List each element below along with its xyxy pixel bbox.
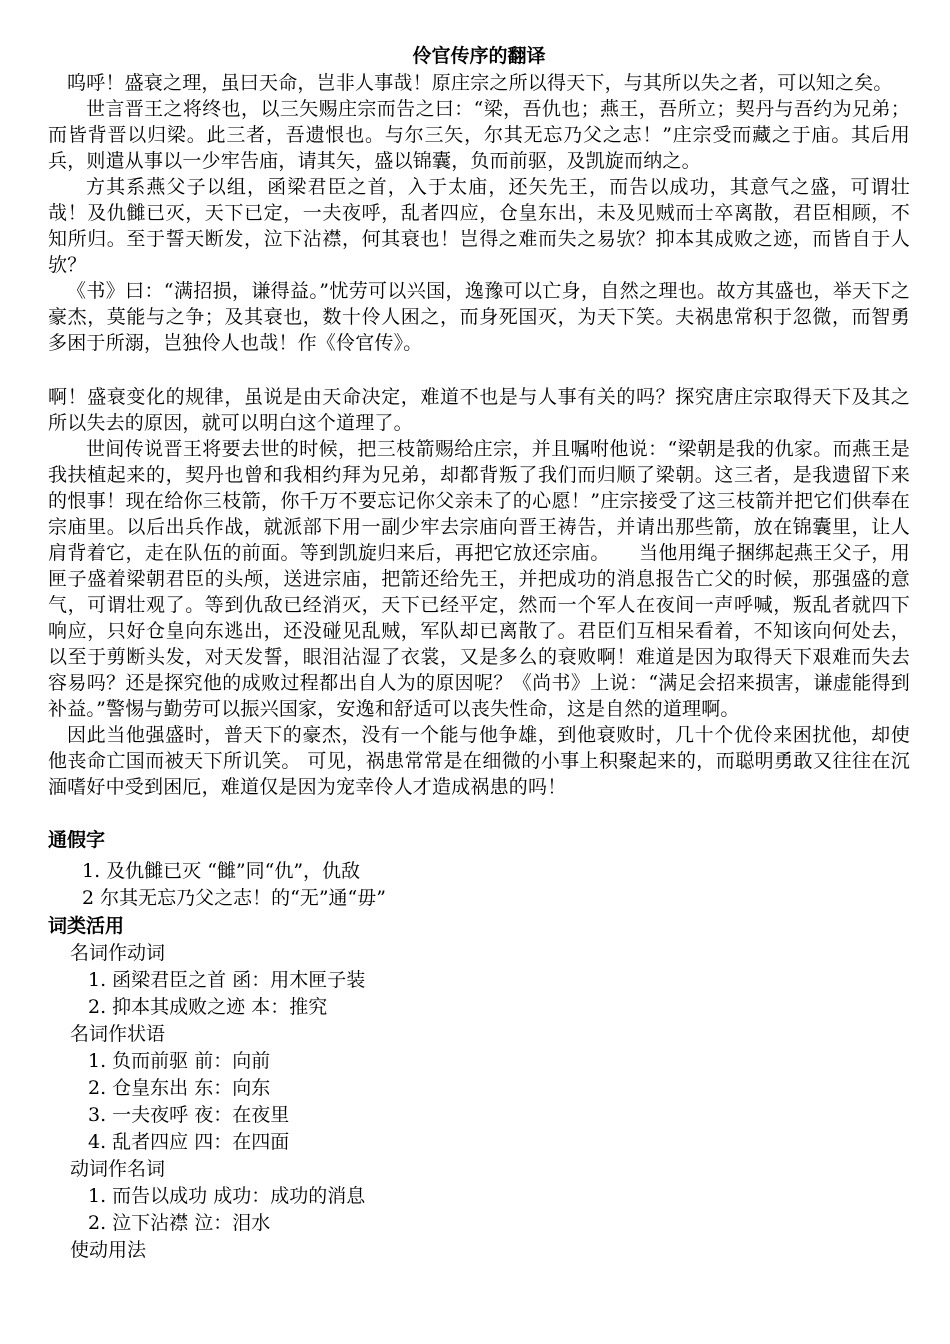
original-paragraph-1: 呜呼！盛衰之理，虽曰天命，岂非人事哉！原庄宗之所以得天下，与其所以失之者，可以知之矣。 [67,72,893,94]
original-paragraph-3: 方其系燕父子以组，函梁君臣之首，入于太庙，还矢先王，而告以成功，其意气之盛，可谓壮哉！及仇雠已灭，天下已定，一夫夜呼，乱者四应，仓皇东出，未及见贼而士卒离散，君臣相顾，不知所归。至于誓天断发，泣下沾襟，何其衰也！岂得之难而失之易欤？抑本其成败之迹，而皆自于人欤？ [48,176,910,276]
cilei-item: 2. 抑本其成败之迹 本：推究 [88,996,328,1018]
translation-paragraph-1: 啊！盛衰变化的规律，虽说是由天命决定，难道不也是与人事有关的吗？探究唐庄宗取得天下及其之所以失去的原因，就可以明白这个道理了。 [48,386,910,434]
cilei-item: 2. 仓皇东出 东：向东 [88,1077,271,1099]
page-title: 伶官传序的翻译 [412,45,546,67]
cilei-item: 1. 函梁君臣之首 函：用木匣子装 [88,969,366,991]
translation-paragraph-3: 因此当他强盛时，普天下的豪杰，没有一个能与他争雄，到他衰败时，几十个优伶来困扰他，却使他丧命亡国而被天下所讥笑。 可见，祸患常常是在细微的小事上积聚起来的，而聪明勇敢又往往在沉湎嗜好中受到困厄，难道仅是因为宠幸伶人才造成祸患的吗！ [48,724,910,798]
translation-paragraph-2: 世间传说晋王将要去世的时候，把三枝箭赐给庄宗，并且嘱咐他说：“梁朝是我的仇家。而燕王是我扶植起来的，契丹也曾和我相约拜为兄弟，却都背叛了我们而归顺了梁朝。这三者，是我遗留下来的恨事！现在给你三枝箭，你千万不要忘记你父亲未了的心愿！”庄宗接受了这三枝箭并把它们供奉在宗庙里。以后出兵作战，就派部下用一副少牢去宗庙向晋王祷告，并请出那些箭，放在锦囊里，让人肩背着它，走在队伍的前面。等到凯旋归来后，再把它放还宗庙。 当他用绳子捆绑起燕王父子，用匣子盛着梁朝君臣的头颅，送进宗庙，把箭还给先王，并把成功的消息报告亡父的时候，那强盛的意气，可谓壮观了。等到仇敌已经消灭，天下已经平定，然而一个军人在夜间一声呼喊，叛乱者就四下响应，只好仓皇向东逃出，还没碰见乱贼，军队却已离散了。君臣们互相呆看着，不知该向何处去，以至于剪断头发，对天发誓，眼泪沾湿了衣裳，又是多么的衰败啊！难道是因为取得天下艰难而失去容易吗？还是探究他的成败过程都出自人为的原因呢？《尚书》上说：“满足会招来损害，谦虚能得到补益。”警惕与勤劳可以振兴国家，安逸和舒适可以丧失性命，这是自然的道理啊。 [48,438,910,720]
section-gap [48,356,910,384]
original-paragraph-2: 世言晋王之将终也，以三矢赐庄宗而告之曰：“梁，吾仇也；燕王，吾所立；契丹与吾约为兄弟；而皆背晋以归梁。此三者，吾遗恨也。与尔三矢，尔其无忘乃父之志！”庄宗受而藏之于庙。其后用兵，则遣从事以一少牢告庙，请其矢，盛以锦囊，负而前驱，及凯旋而纳之。 [48,98,910,172]
cilei-item: 3. 一夫夜呼 夜：在夜里 [88,1104,290,1126]
tongjia-item: 2 尔其无忘乃父之志！的“无”通“毋” [82,887,386,909]
cilei-group-label: 使动用法 [70,1239,147,1261]
cilei-item: 2. 泣下沾襟 泣：泪水 [88,1212,271,1234]
cilei-heading: 词类活用 [48,915,125,937]
cilei-item: 4. 乱者四应 四：在四面 [88,1131,290,1153]
original-paragraph-4: 《书》曰：“满招损，谦得益。”忧劳可以兴国，逸豫可以亡身，自然之理也。故方其盛也，举天下之豪杰，莫能与之争；及其衰也，数十伶人困之，而身死国灭，为天下笑。夫祸患常积于忽微，而智勇多困于所溺，岂独伶人也哉！作《伶官传》。 [48,280,910,354]
cilei-group-label: 名词作状语 [70,1023,166,1045]
cilei-group-label: 动词作名词 [70,1158,166,1180]
cilei-group-label: 名词作动词 [70,942,166,964]
tongjia-item: 1. 及仇雠已灭 “雠”同“仇”，仇敌 [82,860,361,882]
tongjia-heading: 通假字 [48,829,106,851]
cilei-item: 1. 负而前驱 前：向前 [88,1050,271,1072]
cilei-item: 1. 而告以成功 成功：成功的消息 [88,1185,366,1207]
document-page [48,44,910,1264]
